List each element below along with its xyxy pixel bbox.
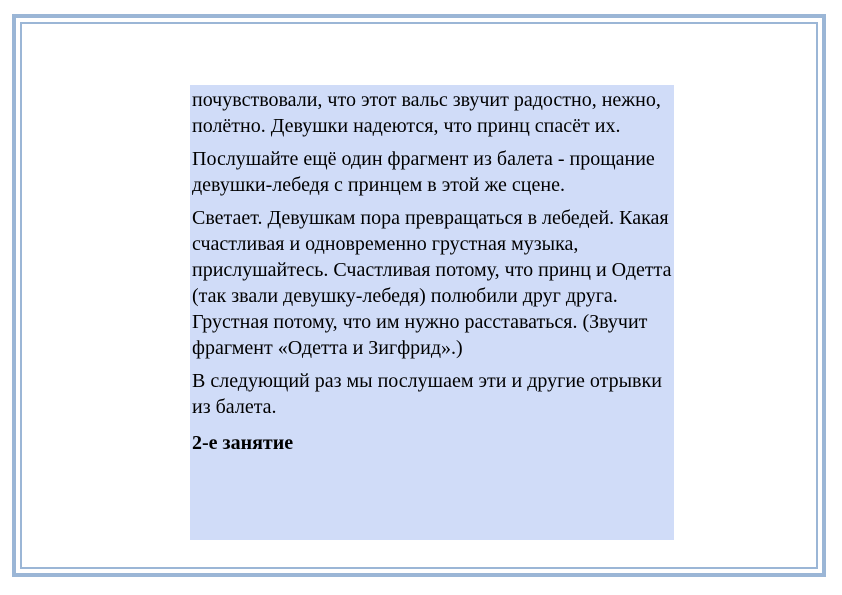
paragraph-farewell-fragment: Послушайте ещё один фрагмент из балета - прощание девушки-лебедя с принцем в этой же сцене. [192,148,655,196]
lesson-heading: 2-е занятие [192,432,294,454]
text-panel [190,85,674,540]
paragraph-next-time: В следующий раз мы послушаем эти и другие отрывки из балета. [192,370,662,418]
paragraph-waltz: почувствовали, что этот вальс звучит радостно, нежно, полётно. Девушки надеются, что принц спасёт их. [192,89,661,137]
paragraph-dawn: Светает. Девушкам пора превращаться в лебедей. Какая счастливая и одновременно грустная музыка, прислушайтесь. Счастливая потому, что принц и Одетта (так звали девушку-лебедя) полюбили друг друга. Грустная потому, что им нужно расставаться. (Звучит фрагмент «Одетта и Зигфрид».) [192,207,672,359]
